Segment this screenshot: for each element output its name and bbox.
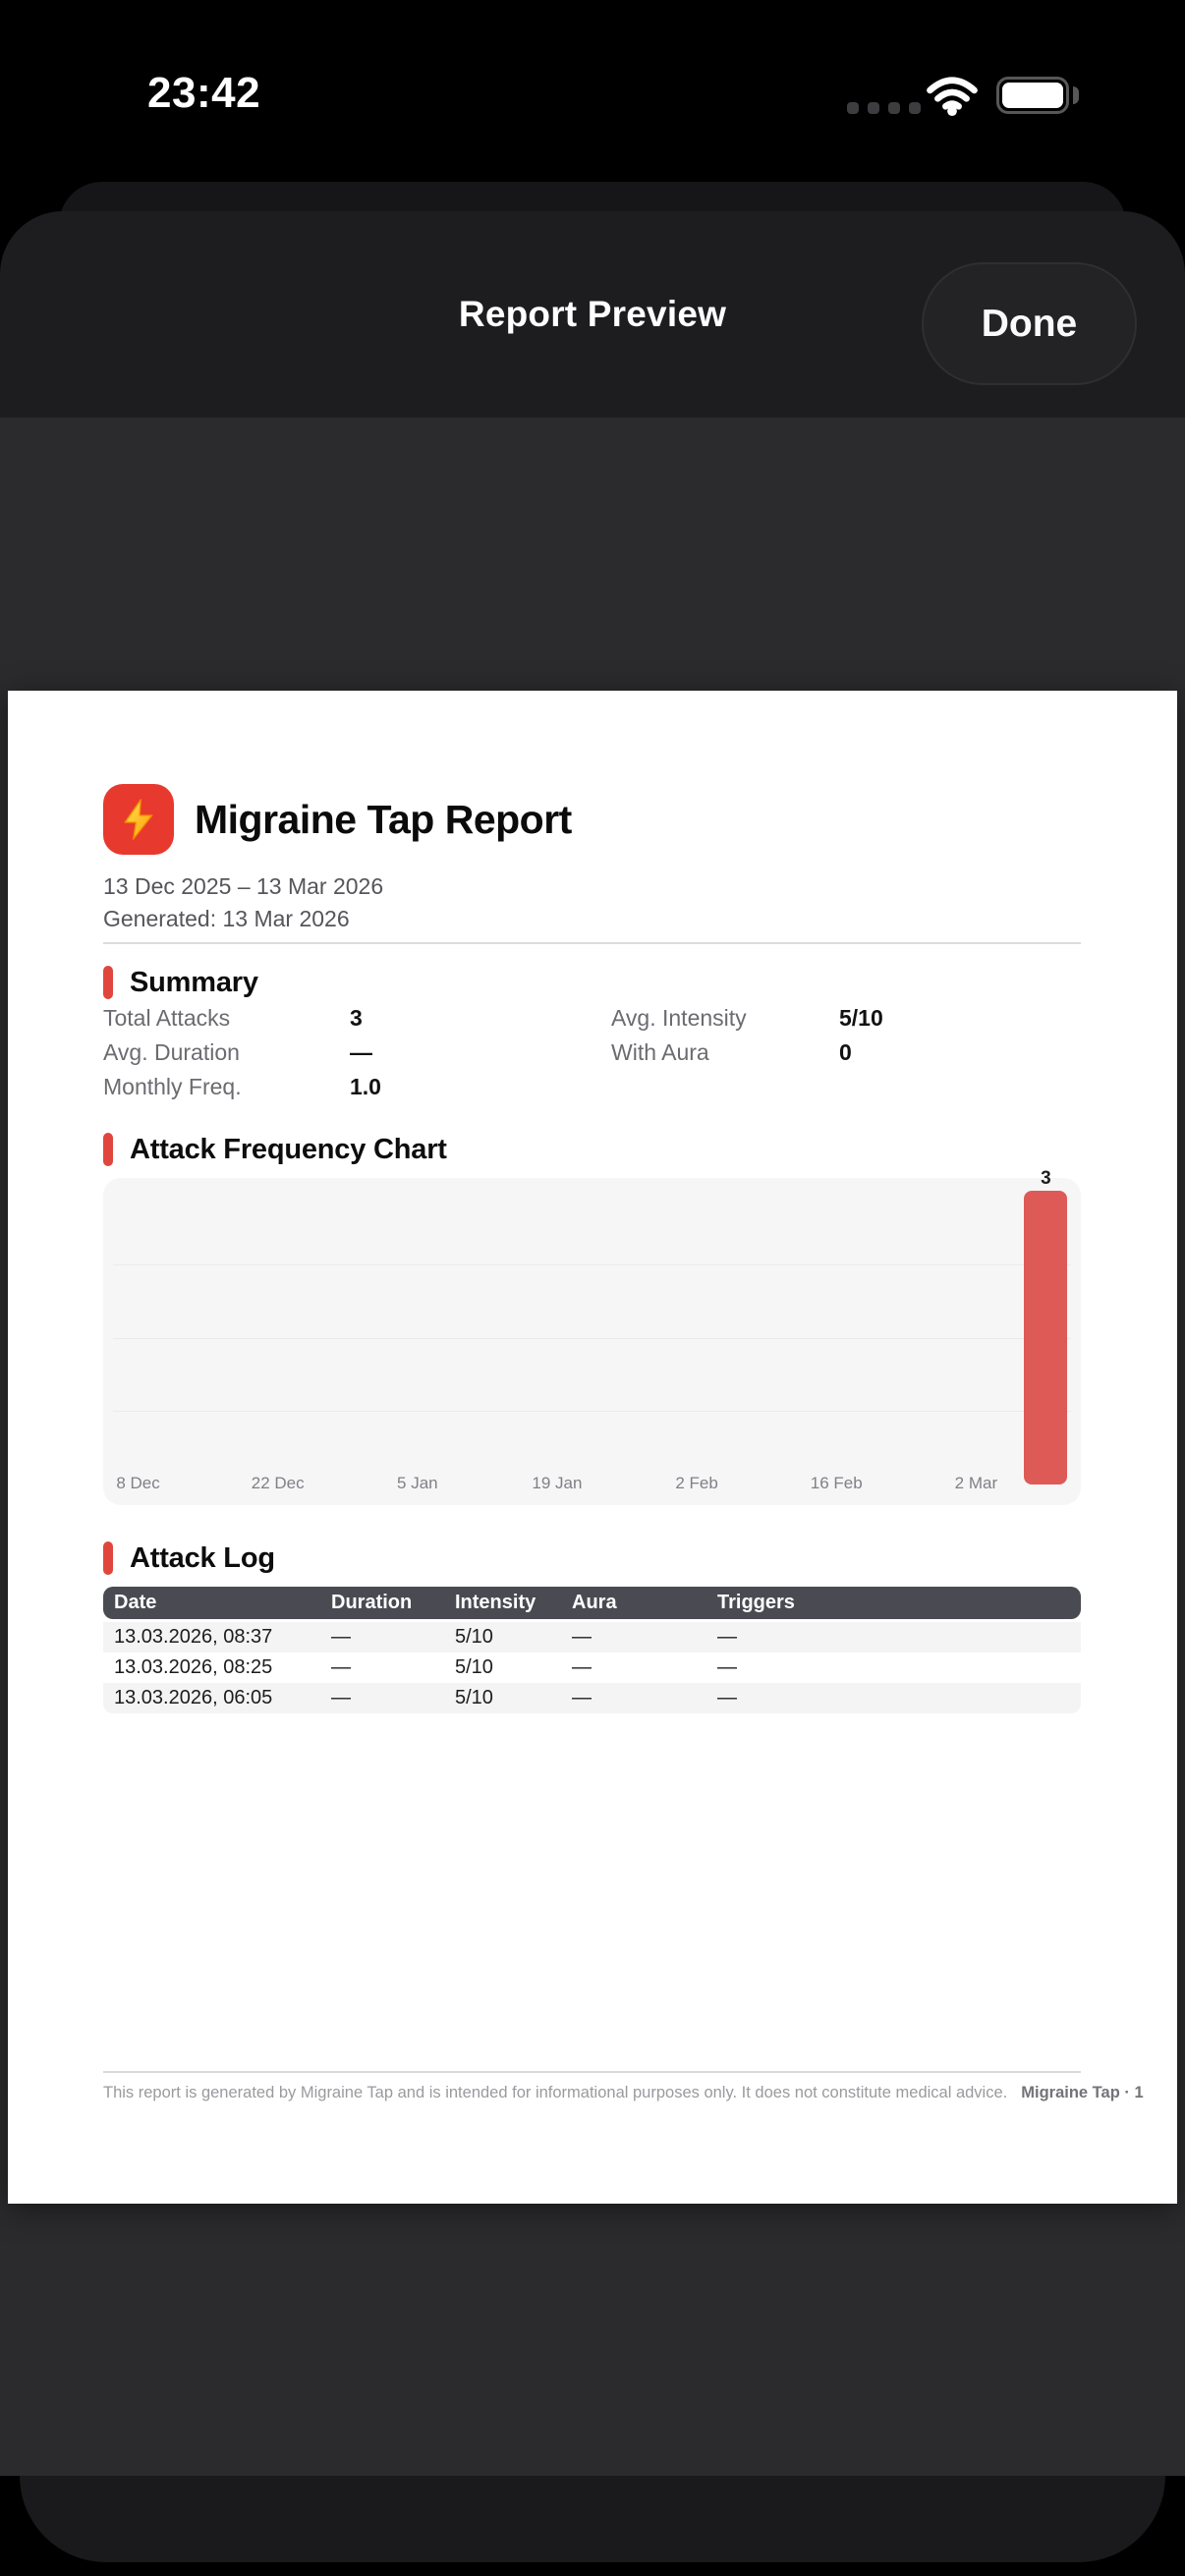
table-cell: 5/10	[455, 1626, 493, 1648]
table-cell: —	[331, 1626, 351, 1648]
battery-icon	[996, 77, 1069, 114]
table-cell: 5/10	[455, 1656, 493, 1678]
summary-value: 3	[350, 1005, 363, 1031]
summary-value: 0	[839, 1039, 852, 1065]
report-page	[8, 691, 1177, 2204]
report-date-range: 13 Dec 2025 – 13 Mar 2026	[103, 873, 384, 899]
table-cell: —	[331, 1687, 351, 1708]
summary-value: —	[350, 1039, 372, 1065]
table-cell: 13.03.2026, 08:25	[114, 1656, 273, 1678]
x-axis-tick-label: 22 Dec	[251, 1474, 305, 1492]
table-cell: 13.03.2026, 06:05	[114, 1687, 273, 1708]
page-title: Report Preview	[458, 294, 727, 334]
table-header-cell: Duration	[331, 1592, 413, 1613]
summary-label: With Aura	[611, 1039, 709, 1065]
table-cell: —	[717, 1626, 737, 1648]
x-axis-tick-label: 2 Feb	[675, 1474, 718, 1492]
x-axis-tick-label: 8 Dec	[116, 1474, 160, 1492]
table-header-cell: Intensity	[455, 1592, 536, 1613]
attack-log-table	[103, 1587, 1081, 1713]
footer-divider	[103, 2071, 1081, 2073]
x-axis-tick-label: 2 Mar	[954, 1474, 998, 1492]
frequency-bar	[1024, 1191, 1067, 1484]
table-cell: —	[717, 1656, 737, 1678]
x-axis-tick-label: 16 Feb	[810, 1474, 863, 1492]
summary-grid	[103, 1001, 1081, 1104]
report-generated-date: Generated: 13 Mar 2026	[103, 906, 350, 931]
table-cell: 5/10	[455, 1687, 493, 1708]
header-divider	[103, 942, 1081, 944]
chart-gridline	[113, 1338, 1071, 1339]
sheet-navbar	[0, 211, 1185, 418]
wifi-icon	[926, 75, 979, 121]
table-cell: 13.03.2026, 08:37	[114, 1626, 273, 1648]
done-button[interactable]: Done	[922, 262, 1137, 385]
summary-label: Monthly Freq.	[103, 1074, 242, 1099]
battery-nub	[1073, 86, 1079, 104]
summary-value: 5/10	[839, 1005, 883, 1031]
table-cell: —	[572, 1626, 592, 1648]
x-axis-tick-label: 19 Jan	[532, 1474, 583, 1492]
section-marker	[103, 1133, 113, 1166]
table-cell: —	[572, 1656, 592, 1678]
section-marker	[103, 966, 113, 999]
chart-gridline	[113, 1264, 1071, 1265]
chart-gridline	[113, 1411, 1071, 1412]
report-footer	[103, 2084, 1144, 2102]
bar-value-label: 3	[1041, 1168, 1051, 1189]
log-section-heading: Attack Log	[103, 1541, 1081, 1575]
sheet-bottom-rounding	[20, 2476, 1165, 2562]
x-axis-tick-label: 5 Jan	[397, 1474, 438, 1492]
table-header-row	[103, 1587, 1081, 1619]
report-header	[103, 784, 1081, 855]
footer-brand-page: Migraine Tap · 1	[1021, 2084, 1144, 2101]
footer-disclaimer: This report is generated by Migraine Tap and is intended for informational purposes only. It does not constitute medical advice.	[103, 2084, 1008, 2101]
table-cell: —	[331, 1656, 351, 1678]
table-row	[103, 1652, 1081, 1683]
attack-frequency-chart	[103, 1168, 1081, 1505]
table-header-cell: Aura	[572, 1592, 617, 1613]
table-row	[103, 1683, 1081, 1713]
summary-label: Avg. Duration	[103, 1039, 240, 1065]
summary-label: Avg. Intensity	[611, 1005, 747, 1031]
lightning-bolt-icon	[116, 797, 161, 842]
app-icon	[103, 784, 174, 855]
table-header-cell: Date	[114, 1592, 157, 1613]
status-bar	[0, 0, 1185, 167]
summary-section-heading: Summary	[103, 966, 1081, 999]
chart-section-heading: Attack Frequency Chart	[103, 1133, 1081, 1166]
table-row	[103, 1622, 1081, 1652]
cellular-signal-icon	[847, 102, 921, 114]
status-time: 23:42	[147, 69, 261, 117]
summary-value: 1.0	[350, 1074, 381, 1099]
section-marker	[103, 1541, 113, 1575]
summary-label: Total Attacks	[103, 1005, 231, 1031]
report-title: Migraine Tap Report	[195, 796, 572, 842]
table-rows	[103, 1622, 1081, 1713]
table-cell: —	[572, 1687, 592, 1708]
table-cell: —	[717, 1687, 737, 1708]
table-header-cell: Triggers	[717, 1592, 795, 1613]
